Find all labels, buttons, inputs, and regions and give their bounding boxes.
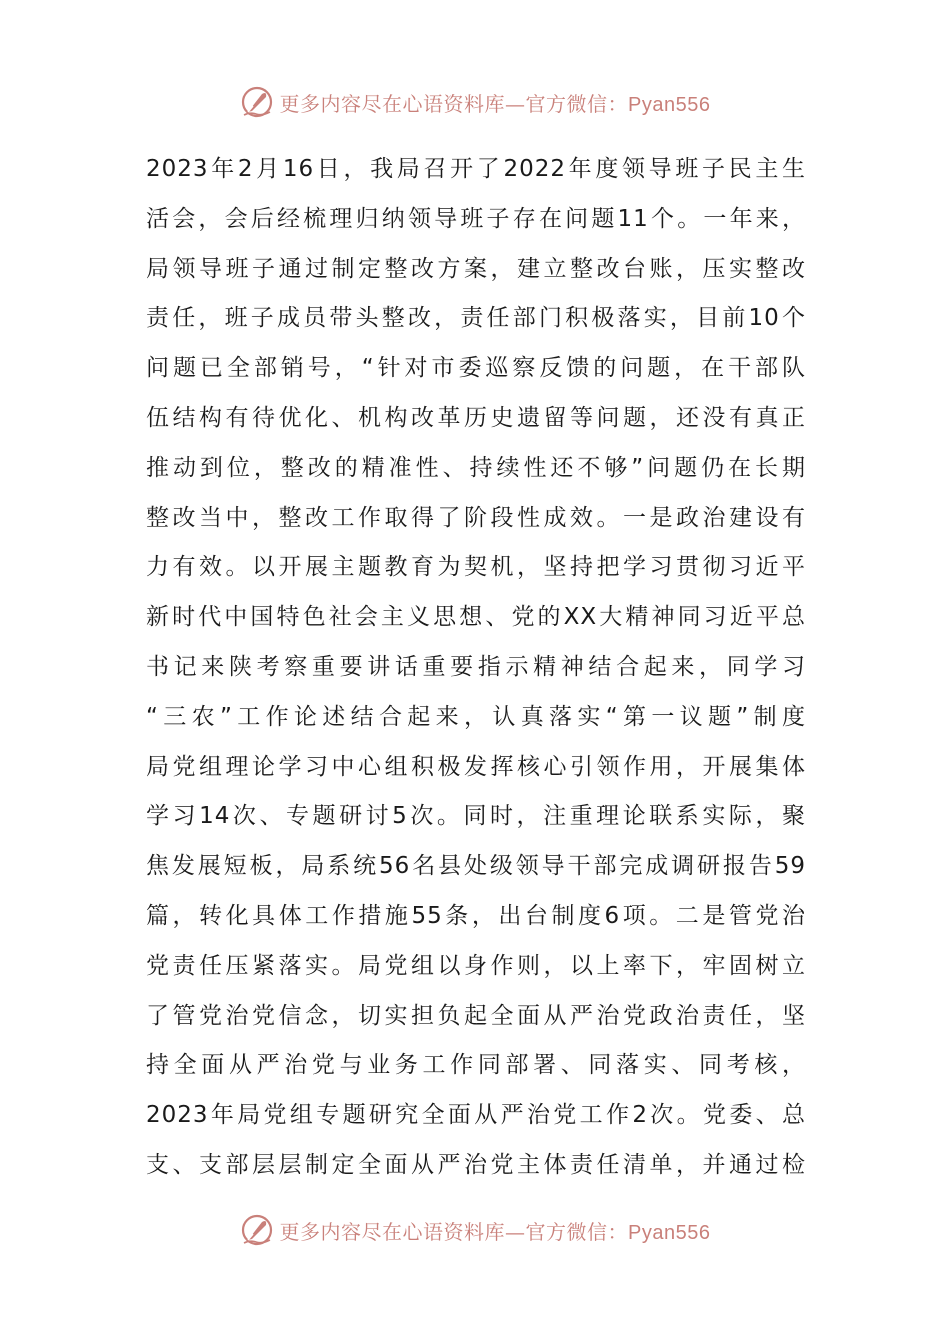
text-line: 党责任压紧落实。局党组以身作则，以上率下，牢固树立 [146,952,806,979]
text-line: “三农”工作论述结合起来，认真落实“第一议题”制度 [146,703,806,730]
text-line: 2023年2月16日，我局召开了2022年度领导班子民主生 [146,156,806,182]
text-line: 责任，班子成员带头整改，责任部门积极落实，目前10个 [146,305,806,332]
text-line: 书记来陕考察重要讲话重要指示精神结合起来，同学习 [146,653,806,680]
text-line: 篇，转化具体工作措施55条，出台制度6项。二是管党治 [146,902,806,929]
text-line: 新时代中国特色社会主义思想、党的XX大精神同习近平总 [146,604,806,631]
watermark-text: 更多内容尽在心语资料库—官方微信：Pyan556 [279,1219,711,1244]
text-line: 持全面从严治党与业务工作同部署、同落实、同考核， [146,1052,806,1079]
footer-watermark [0,1210,950,1250]
text-line: 支、支部层层制定全面从严治党主体责任清单，并通过检 [146,1151,806,1178]
text-line: 了管党治党信念，切实担负起全面从严治党政治责任，坚 [146,1002,806,1029]
watermark-text: 更多内容尽在心语资料库—官方微信：Pyan556 [279,91,711,116]
text-line: 问题已全部销号，“针对市委巡察反馈的问题，在干部队 [146,355,806,382]
text-line: 局领导班子通过制定整改方案，建立整改台账，压实整改 [146,255,806,282]
text-line: 局党组理论学习中心组积极发挥核心引领作用，开展集体 [146,753,806,780]
text-line: 2023年局党组专题研究全面从严治党工作2次。党委、总 [146,1102,806,1129]
text-line: 活会，会后经梳理归纳领导班子存在问题11个。一年来， [146,205,806,232]
text-line: 学习14次、专题研讨5次。同时，注重理论联系实际，聚 [146,803,806,830]
text-line: 伍结构有待优化、机构改革历史遗留等问题，还没有真正 [146,404,806,431]
wechat-id: Pyan556 [628,1221,711,1244]
text-line: 整改当中，整改工作取得了阶段性成效。一是政治建设有 [146,504,806,531]
header-watermark [0,82,950,122]
text-line: 推动到位，整改的精准性、持续性还不够”问题仍在长期 [146,454,806,481]
text-line: 焦发展短板，局系统56名县处级领导干部完成调研报告59 [146,853,806,880]
wechat-id: Pyan556 [628,93,711,116]
text-line: 力有效。以开展主题教育为契机，坚持把学习贯彻习近平 [146,554,806,581]
document-body [146,145,806,1191]
quill-pen-icon [240,1213,274,1247]
quill-pen-icon [240,85,274,119]
